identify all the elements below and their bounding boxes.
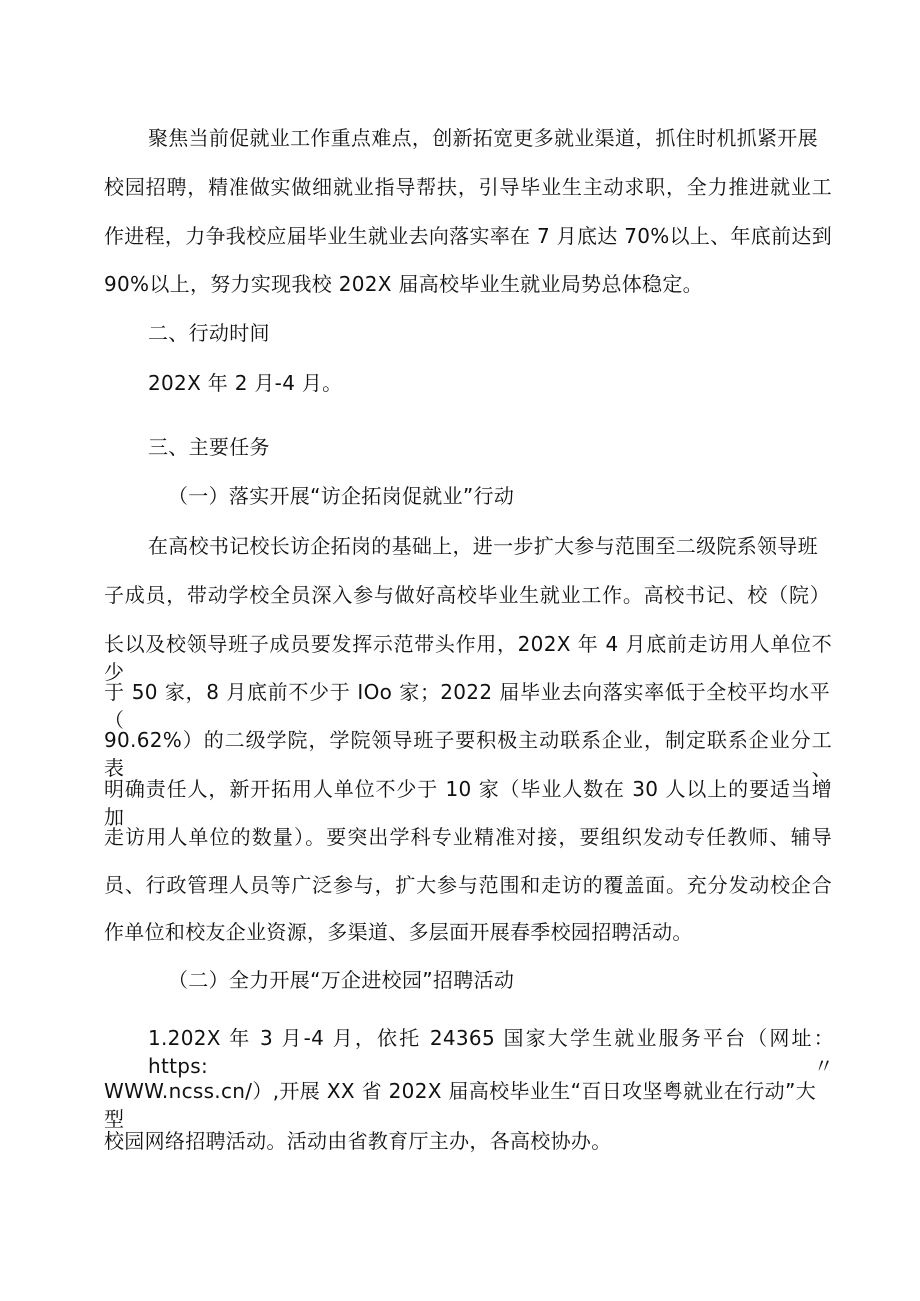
subsection-heading-1: （一）落实开展“访企拓岗促就业”行动 bbox=[168, 484, 515, 508]
task-1-paragraph-line-2: 子成员，带动学校全员深入参与做好高校毕业生就业工作。高校书记、校（院） bbox=[104, 583, 830, 607]
task-1-paragraph-line-6: 明确责任人，新开拓用人单位不少于 10 家（毕业人数在 30 人以上的要适当增加 bbox=[104, 777, 832, 829]
task-1-paragraph-line-4: 于 50 家，8 月底前不少于 IOo 家；2022 届毕业去向落实率低于全校平均水平（ bbox=[104, 680, 830, 732]
task-1-paragraph-line-9: 作单位和校友企业资源，多渠道、多层面开展春季校园招聘活动。 bbox=[104, 920, 693, 944]
task-2-paragraph-line-3: 校园网络招聘活动。活动由省教育厅主办，各高校协办。 bbox=[104, 1129, 612, 1153]
intro-paragraph-line-1: 聚焦当前促就业工作重点难点，创新拓宽更多就业渠道，抓住时机抓紧开展 bbox=[148, 126, 818, 150]
intro-paragraph-line-4: 90%以上，努力实现我校 202X 届高校毕业生就业局势总体稳定。 bbox=[104, 272, 703, 296]
task-1-paragraph-line-1: 在高校书记校长访企拓岗的基础上，进一步扩大参与范围至二级院系领导班 bbox=[148, 534, 818, 558]
task-1-paragraph-line-5: 90.62%）的二级学院，学院领导班子要积极主动联系企业，制定联系企业分工表、 bbox=[104, 728, 832, 780]
section-heading-main-tasks: 三、主要任务 bbox=[148, 435, 270, 459]
action-time-text: 202X 年 2 月-4 月。 bbox=[148, 371, 343, 395]
task-1-paragraph-line-7: 走访用人单位的数量）。要突出学科专业精准对接，要组织发动专任教师、辅导 bbox=[104, 825, 832, 849]
section-heading-action-time: 二、行动时间 bbox=[148, 321, 270, 345]
intro-paragraph-line-2: 校园招聘，精准做实做细就业指导帮扶，引导毕业生主动求职，全力推进就业工 bbox=[104, 175, 832, 199]
task-1-paragraph-line-3: 长以及校领导班子成员要发挥示范带头作用，202X 年 4 月底前走访用人单位不少 bbox=[104, 632, 832, 684]
intro-paragraph-line-3: 作进程，力争我校应届毕业生就业去向落实率在 7 月底达 70%以上、年底前达到 bbox=[104, 224, 832, 248]
task-2-paragraph-line-1: 1.202X 年 3 月-4 月，依托 24365 国家大学生就业服务平台（网址：https:〃 bbox=[148, 1026, 834, 1078]
task-1-paragraph-line-8: 员、行政管理人员等广泛参与，扩大参与范围和走访的覆盖面。充分发动校企合 bbox=[104, 873, 832, 897]
subsection-heading-2: （二）全力开展“万企进校园”招聘活动 bbox=[168, 968, 515, 992]
task-2-paragraph-line-2: WWW.ncss.cn/）,开展 XX 省 202X 届高校毕业生“百日攻坚粤就业在行动”大型 bbox=[104, 1079, 816, 1131]
